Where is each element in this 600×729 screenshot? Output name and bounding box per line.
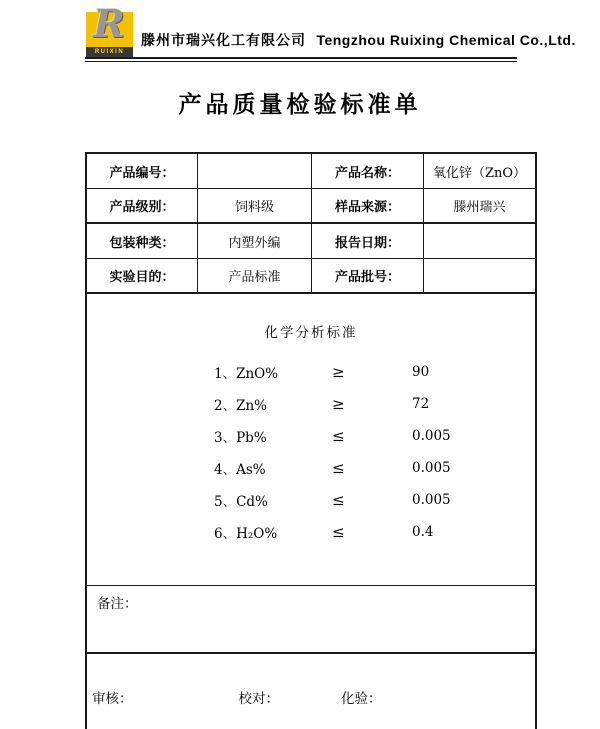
product-name-label: 产品名称： bbox=[312, 154, 424, 189]
company-header bbox=[86, 1, 576, 58]
packaging-type-value: 内塑外编 bbox=[198, 224, 312, 259]
chem-item-name: 6、H₂O% bbox=[214, 526, 278, 542]
sample-source-value: 滕州瑞兴 bbox=[424, 189, 535, 224]
chem-item-row-pb bbox=[87, 420, 535, 452]
batch-number-value bbox=[424, 259, 535, 294]
chemical-analysis-items bbox=[87, 356, 535, 548]
company-name-english: Tengzhou Ruixing Chemical Co.,Ltd. bbox=[316, 32, 576, 48]
review-label: 审核： bbox=[92, 691, 133, 707]
assay-label: 化验： bbox=[341, 691, 382, 707]
product-code-value bbox=[198, 154, 312, 189]
greater-equal-symbol: ≥ bbox=[332, 395, 345, 413]
chem-item-value: 0.005 bbox=[412, 492, 451, 508]
header-divider bbox=[85, 57, 517, 62]
logo-r-icon: R bbox=[93, 1, 125, 46]
report-date-label: 报告日期： bbox=[312, 224, 424, 259]
chem-item-row-as bbox=[87, 452, 535, 484]
chemical-analysis-section bbox=[87, 321, 535, 586]
experiment-purpose-label: 实验目的： bbox=[87, 259, 198, 294]
page-title: 产品质量检验标准单 bbox=[178, 91, 422, 117]
less-equal-symbol: ≤ bbox=[332, 459, 345, 477]
product-grade-label: 产品级别： bbox=[87, 189, 198, 224]
company-name bbox=[141, 30, 576, 58]
packaging-type-label: 包装种类： bbox=[87, 224, 198, 259]
chem-item-row-cd bbox=[87, 484, 535, 516]
chem-item-row-zno bbox=[87, 356, 535, 388]
report-date-value bbox=[424, 224, 535, 259]
chem-item-value: 72 bbox=[412, 396, 430, 412]
company-name-chinese: 滕州市瑞兴化工有限公司 bbox=[141, 33, 306, 49]
product-info-grid bbox=[87, 154, 535, 294]
less-equal-symbol: ≤ bbox=[332, 427, 345, 445]
chem-item-name: 1、ZnO% bbox=[214, 366, 279, 382]
remarks-label: 备注： bbox=[97, 596, 138, 612]
chem-item-name: 4、As% bbox=[214, 462, 266, 478]
logo-brand-text: RUIXIN bbox=[86, 47, 133, 58]
greater-equal-symbol: ≥ bbox=[332, 363, 345, 381]
product-name-value: 氧化锌（ZnO） bbox=[424, 154, 535, 189]
less-equal-symbol: ≤ bbox=[332, 523, 345, 541]
batch-number-label: 产品批号： bbox=[312, 259, 424, 294]
chem-item-value: 0.005 bbox=[412, 460, 451, 476]
chem-item-name: 2、Zn% bbox=[214, 398, 267, 414]
experiment-purpose-value: 产品标准 bbox=[198, 259, 312, 294]
product-grade-value: 饲料级 bbox=[198, 189, 312, 224]
less-equal-symbol: ≤ bbox=[332, 491, 345, 509]
signature-section bbox=[87, 654, 535, 729]
chem-item-value: 90 bbox=[412, 364, 430, 380]
inspection-table bbox=[85, 152, 537, 729]
chem-item-row-h2o bbox=[87, 516, 535, 548]
chem-item-name: 3、Pb% bbox=[214, 430, 267, 446]
remarks-section bbox=[87, 586, 535, 654]
sample-source-label: 样品来源： bbox=[312, 189, 424, 224]
chem-item-row-zn bbox=[87, 388, 535, 420]
proofread-label: 校对： bbox=[238, 691, 279, 707]
chem-item-name: 5、Cd% bbox=[214, 494, 268, 510]
chem-item-value: 0.4 bbox=[412, 524, 434, 540]
chem-item-value: 0.005 bbox=[412, 428, 451, 444]
chemical-analysis-heading: 化学分析标准 bbox=[264, 325, 358, 341]
company-logo bbox=[86, 1, 133, 58]
product-code-label: 产品编号： bbox=[87, 154, 198, 189]
